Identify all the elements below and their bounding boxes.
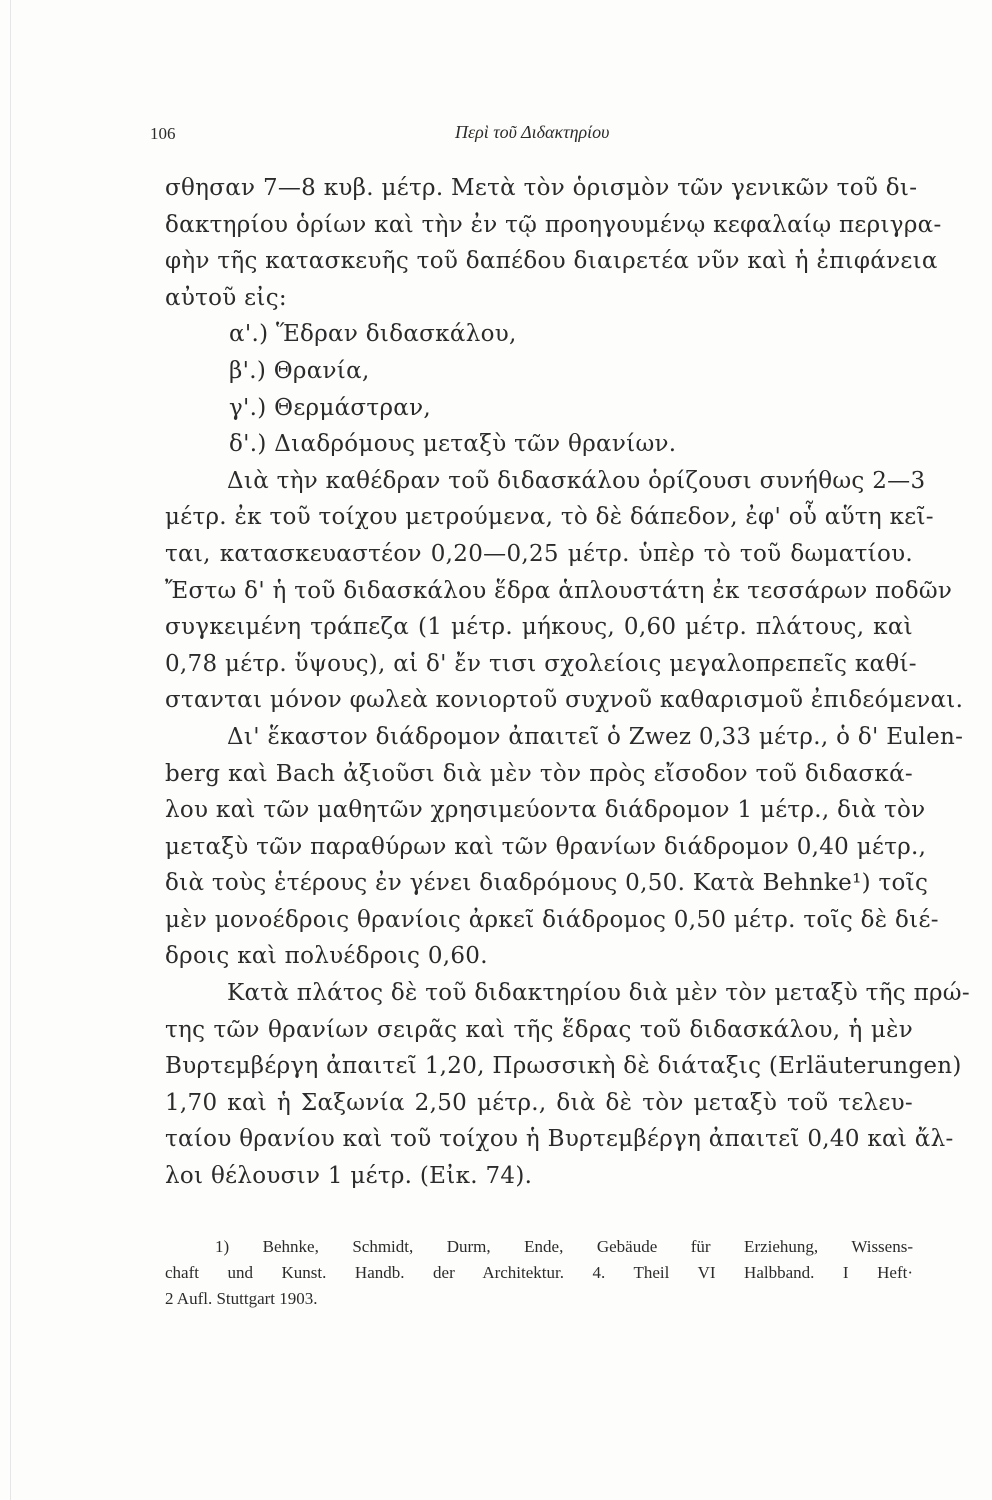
running-title: Περὶ τοῦ Διδακτηρίου	[455, 122, 610, 142]
text-line: της τῶν θρανίων σειρᾶς καὶ τῆς ἕδρας τοῦ διδασκάλου, ἡ μὲν	[165, 1016, 913, 1043]
text-line: ται, κατασκευαστέον 0,20—0,25 μέτρ. ὑπὲρ τὸ τοῦ δωματίου.	[165, 540, 913, 567]
text-line: συγκειμένη τράπεζα (1 μέτρ. μήκους, 0,60 μέτρ. πλάτους, καὶ	[165, 614, 913, 641]
list-item-d: δ'.) Διαδρόμους μεταξὺ τῶν θρανίων.	[229, 431, 677, 458]
footnote-line: 2 Aufl. Stuttgart 1903.	[165, 1289, 318, 1308]
text-line: στανται μόνον φωλεὰ κονιορτοῦ συχνοῦ καθαρισμοῦ ἐπιδεόμεναι.	[165, 687, 964, 714]
list-item-a: α'.) Ἕδραν διδασκάλου,	[229, 321, 517, 348]
text-line: berg καὶ Bach ἀξιοῦσι διὰ μὲν τὸν πρὸς εἴσοδον τοῦ διδασκά-	[165, 760, 913, 787]
text-line: μὲν μονοέδροις θρανίοις ἀρκεῖ διάδρομος 0,50 μέτρ. τοῖς δὲ διέ-	[165, 906, 939, 933]
text-line: μεταξὺ τῶν παραθύρων καὶ τῶν θρανίων διάδρομον 0,40 μέτρ.,	[165, 833, 927, 860]
text-line: ταίου θρανίου καὶ τοῦ τοίχου ἡ Βυρτεμβέργη ἀπαιτεῖ 0,40 καὶ ἄλ-	[165, 1126, 954, 1153]
text-line: Δι' ἕκαστον διάδρομον ἀπαιτεῖ ὁ Zwez 0,33 μέτρ., ὁ δ' Eulen-	[227, 723, 964, 750]
text-line: δροις καὶ πολυέδροις 0,60.	[165, 943, 488, 970]
text-line: Κατὰ πλάτος δὲ τοῦ διδακτηρίου διὰ μὲν τὸν μεταξὺ τῆς πρώ-	[227, 980, 970, 1007]
text-line: σθησαν 7—8 κυβ. μέτρ. Μετὰ τὸν ὁρισμὸν τῶν γενικῶν τοῦ δι-	[165, 175, 918, 201]
footnote-line: chaft und Kunst. Handb. der Architektur. 4. Theil VI Halbband. I Heft·	[165, 1263, 913, 1282]
text-line: Βυρτεμβέργη ἀπαιτεῖ 1,20, Πρωσσικὴ δὲ διάταξις (Erläuterungen)	[165, 1053, 962, 1080]
footnote-line: 1) Behnke, Schmidt, Durm, Ende, Gebäude für Erziehung, Wissens-	[215, 1237, 913, 1256]
list-item-b: β'.) Θρανία,	[229, 357, 370, 384]
text-line: διὰ τοὺς ἑτέρους ἐν γένει διαδρόμους 0,50. Κατὰ Behnke¹) τοῖς	[165, 870, 929, 897]
text-line: 1,70 καὶ ἡ Σαξωνία 2,50 μέτρ., διὰ δὲ τὸν μεταξὺ τοῦ τελευ-	[165, 1089, 913, 1116]
text-line: Ἔστω δ' ἡ τοῦ διδασκάλου ἕδρα ἁπλουστάτη ἐκ τεσσάρων ποδῶν	[165, 577, 953, 604]
text-line: 0,78 μέτρ. ὕψους), αἱ δ' ἔν τισι σχολείοις μεγαλοπρεπεῖς καθί-	[165, 650, 917, 677]
text-line: δακτηρίου ὁρίων καὶ τὴν ἐν τῷ προηγουμένῳ κεφαλαίῳ περιγρα-	[165, 211, 942, 238]
text-line: αὐτοῦ εἰς:	[165, 284, 287, 311]
text-line: λοι θέλουσιν 1 μέτρ. (Εἰκ. 74).	[165, 1163, 533, 1190]
list-item-c: γ'.) Θερμάστραν,	[229, 394, 432, 421]
footnote	[165, 1234, 913, 1312]
text-line: Διὰ τὴν καθέδραν τοῦ διδασκάλου ὁρίζουσι συνήθως 2—3	[227, 467, 926, 494]
text-line: λου καὶ τῶν μαθητῶν χρησιμεύοντα διάδρομον 1 μέτρ., διὰ τὸν	[165, 797, 926, 824]
text-line: μέτρ. ἐκ τοῦ τοίχου μετρούμενα, τὸ δὲ δάπεδον, ἐφ' οὗ αὕτη κεῖ-	[165, 504, 934, 531]
main-text	[165, 170, 970, 1195]
page-edge-line	[10, 0, 11, 1500]
text-line: φὴν τῆς κατασκευῆς τοῦ δαπέδου διαιρετέα νῦν καὶ ἡ ἐπιφάνεια	[165, 248, 938, 275]
page-number: 106	[150, 124, 176, 143]
